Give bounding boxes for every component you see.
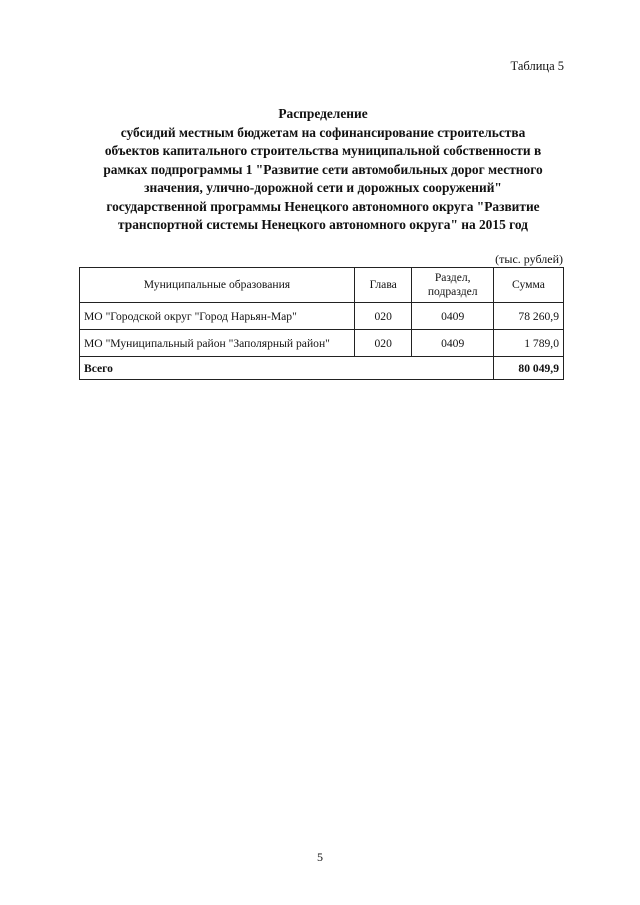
cell-glava: 020 (354, 330, 412, 357)
cell-glava: 020 (354, 303, 412, 330)
cell-name: МО "Городской округ "Город Нарьян-Мар" (80, 303, 355, 330)
header-razdel (412, 268, 493, 303)
cell-summa: 1 789,0 (493, 330, 563, 357)
total-label: Всего (80, 357, 494, 380)
cell-summa: 78 260,9 (493, 303, 563, 330)
units-label: (тыс. рублей) (495, 252, 563, 266)
header-summa: Сумма (493, 268, 563, 303)
header-razdel-line2: подраздел (427, 285, 478, 298)
title-line: Распределение (278, 106, 368, 121)
subsidy-table (79, 267, 564, 380)
header-razdel-line1: Раздел, (434, 271, 471, 284)
cell-razdel: 0409 (412, 303, 493, 330)
table-row (80, 330, 564, 357)
title-line: объектов капитального строительства муниципальной собственности в (104, 143, 542, 158)
title-line: государственной программы Ненецкого автономного округа "Развитие (106, 198, 540, 214)
total-summa: 80 049,9 (493, 357, 563, 380)
table-header-row (80, 268, 564, 303)
table-row (80, 303, 564, 330)
cell-name: МО "Муниципальный район "Заполярный район" (80, 330, 355, 357)
header-glava: Глава (354, 268, 412, 303)
cell-razdel: 0409 (412, 330, 493, 357)
title-line: транспортной системы Ненецкого автономного округа" на 2015 год (118, 217, 528, 232)
header-name: Муниципальные образования (80, 268, 355, 303)
title-line: рамках подпрограммы 1 "Развитие сети автомобильных дорог местного (103, 161, 543, 177)
table-number: Таблица 5 (510, 59, 564, 73)
document-title (80, 105, 566, 235)
total-row (80, 357, 564, 380)
title-line: значения, улично-дорожной сети и дорожных сооружений" (144, 180, 502, 195)
title-line: субсидий местным бюджетам на софинансирование строительства (120, 124, 526, 140)
page-number: 5 (317, 850, 323, 864)
